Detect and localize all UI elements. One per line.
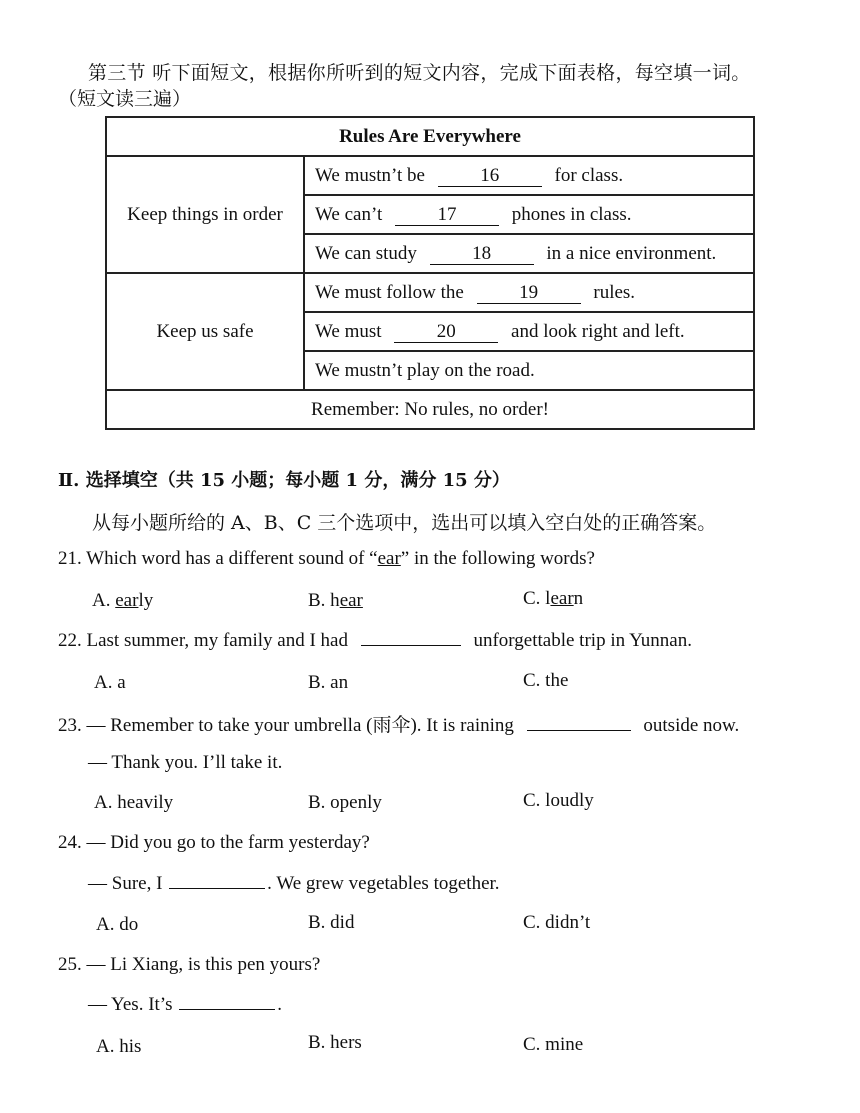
cell-text: rules. [593, 281, 636, 303]
question-text: . We grew vegetables together. [267, 873, 500, 894]
question-25: 25. — Li Xiang, is this pen yours? [58, 954, 321, 975]
table-title: Rules Are Everywhere [106, 117, 754, 156]
table-title-row [106, 117, 754, 156]
option-22-a[interactable]: A. a [94, 672, 126, 693]
option-23-c[interactable]: C. loudly [523, 790, 594, 811]
group-label-safe: Keep us safe [106, 273, 304, 390]
cell-text: We must [315, 320, 382, 342]
answer-blank-18[interactable]: 18 [430, 244, 534, 265]
cell-text: and look right and left. [511, 320, 685, 342]
option-text: A. [92, 590, 116, 611]
rules-table [105, 116, 755, 430]
cell-text: We mustn’t be [315, 164, 425, 186]
question-text: 23. — Remember to take your umbrella (雨伞). It is raining [58, 715, 514, 736]
section-3-instruction: 第三节 听下面短文，根据你所听到的短文内容，完成下面表格，每空填一词。 [88, 62, 751, 84]
table-cell [304, 234, 754, 273]
question-text: — Yes. It’s [88, 994, 173, 1015]
question-text: outside now. [643, 715, 740, 736]
option-24-b[interactable]: B. did [308, 912, 355, 933]
section-3-note: （短文读三遍） [58, 88, 192, 110]
option-22-c[interactable]: C. the [523, 670, 569, 691]
underlined-letters: ear [550, 588, 574, 609]
table-cell [304, 273, 754, 312]
part-2-instruction: 从每小题所给的 A、B、C 三个选项中，选出可以填入空白处的正确答案。 [92, 512, 717, 534]
option-22-b[interactable]: B. an [308, 672, 349, 693]
question-22 [58, 630, 692, 652]
table-cell [304, 195, 754, 234]
cell-text: for class. [554, 164, 624, 186]
group-label-order: Keep things in order [106, 156, 304, 273]
cell-text: phones in class. [511, 203, 632, 225]
table-footer-row [106, 390, 754, 429]
table-footer: Remember: No rules, no order! [106, 390, 754, 429]
option-25-c[interactable]: C. mine [523, 1034, 584, 1055]
part-2-title: Ⅱ. 选择填空（共 15 小题；每小题 1 分，满分 15 分） [58, 470, 510, 491]
cell-text: in a nice environment. [546, 242, 717, 264]
option-25-b[interactable]: B. hers [308, 1032, 362, 1053]
cell-text: We must follow the [315, 281, 464, 303]
option-23-b[interactable]: B. openly [308, 792, 382, 813]
option-text: ly [138, 590, 154, 611]
option-23-a[interactable]: A. heavily [94, 792, 174, 813]
question-text: . [277, 994, 282, 1015]
answer-blank-20[interactable]: 20 [394, 322, 498, 343]
answer-blank-19[interactable]: 19 [477, 283, 581, 304]
question-text: unforgettable trip in Yunnan. [473, 630, 692, 651]
option-25-a[interactable]: A. his [96, 1036, 142, 1057]
option-24-c[interactable]: C. didn’t [523, 912, 591, 933]
underlined-letters: ear [115, 590, 139, 611]
answer-blank-24[interactable] [169, 888, 265, 889]
option-text: C. l [523, 588, 551, 609]
question-text: ” in the following words? [400, 548, 595, 569]
table-cell [304, 156, 754, 195]
answer-blank-17[interactable]: 17 [395, 205, 499, 226]
option-text: B. h [308, 590, 340, 611]
question-23 [58, 710, 739, 737]
table-cell [304, 312, 754, 351]
question-text: — Sure, I [88, 873, 163, 894]
question-24: 24. — Did you go to the farm yesterday? [58, 832, 370, 853]
question-text: 22. Last summer, my family and I had [58, 630, 348, 651]
option-21-c[interactable] [523, 588, 583, 610]
answer-blank-23[interactable] [527, 730, 631, 731]
underlined-letters: ear [377, 548, 401, 569]
question-21 [58, 548, 595, 570]
option-21-a[interactable] [92, 590, 153, 612]
answer-blank-16[interactable]: 16 [438, 166, 542, 187]
table-row [106, 273, 754, 312]
question-25-reply [88, 994, 282, 1016]
question-24-reply [88, 873, 500, 895]
underlined-letters: ear [339, 590, 363, 611]
cell-text: We can’t [315, 203, 383, 225]
cell-text: We can study [315, 242, 417, 264]
question-text: 21. Which word has a different sound of “ [58, 548, 378, 569]
answer-blank-25[interactable] [179, 1009, 275, 1010]
table-row [106, 156, 754, 195]
table-cell: We mustn’t play on the road. [304, 351, 754, 390]
question-23-reply: — Thank you. I’ll take it. [88, 752, 283, 773]
option-21-b[interactable] [308, 590, 363, 612]
option-24-a[interactable]: A. do [96, 914, 139, 935]
option-text: n [573, 588, 584, 609]
answer-blank-22[interactable] [361, 645, 461, 646]
